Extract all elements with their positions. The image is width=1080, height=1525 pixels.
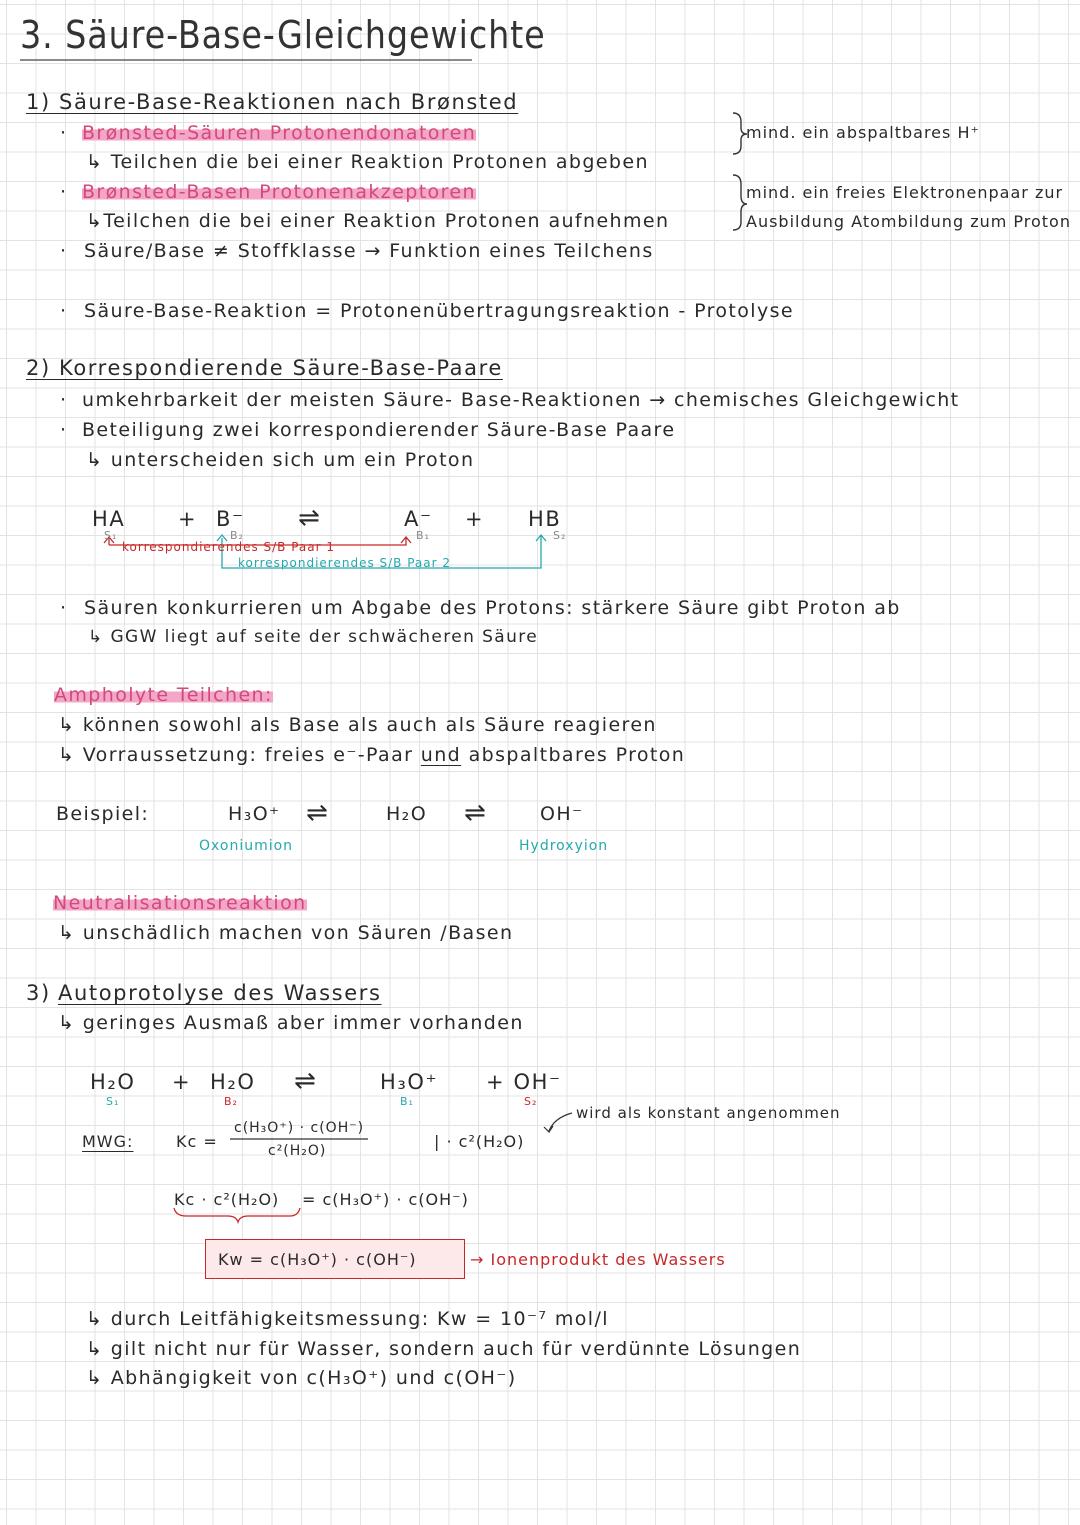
eq-hb: HB [528, 507, 562, 531]
example-h3o: H₃O⁺ [228, 803, 281, 825]
kw-formula: Kw = c(H₃O⁺) · c(OH⁻) [218, 1250, 417, 1269]
neutral-heading-text: Neutralisationsreaktion [53, 892, 307, 914]
label-s2: S₂ [553, 529, 567, 542]
eq-a: A⁻ [404, 507, 433, 531]
base-note-1: mind. ein freies Elektronenpaar zur [746, 183, 1064, 202]
eq-plus: + [465, 507, 485, 531]
auto-plus: + [172, 1070, 192, 1094]
auto-h2o-2: H₂O [210, 1070, 256, 1094]
section3-sub: ↳ geringes Ausmaß aber immer vorhanden [58, 1012, 524, 1034]
kw-line-1: ↳ durch Leitfähigkeitsmessung: Kw = 10⁻⁷ mol/l [86, 1308, 609, 1330]
bullet: · [60, 597, 68, 619]
auto-oh: + OH⁻ [486, 1070, 562, 1094]
ampholyte-line-2 [58, 746, 685, 765]
pairs-line: Beteiligung zwei korrespondierender Säure-Base Paare [82, 419, 676, 441]
reversibility-line: umkehrbarkeit der meisten Säure- Base-Reaktionen → chemisches Gleichgewicht [82, 389, 960, 411]
brace-acid [733, 113, 747, 154]
compete-line: Säuren konkurrieren um Abgabe des Protons: stärkere Säure gibt Proton ab [84, 597, 901, 619]
section2-heading: 2) Korrespondierende Säure-Base-Paare [26, 356, 503, 380]
base-note-2: Ausbildung Atombildung zum Proton [746, 212, 1071, 231]
example-label: Beispiel: [56, 803, 150, 825]
equilibrium-arrow: ⇌ [464, 798, 488, 828]
neutral-sub: ↳ unschädlich machen von Säuren /Basen [58, 922, 514, 944]
kc-line-left: Kc · c²(H₂O) [174, 1190, 280, 1209]
hydroxy-label: Hydroxyion [519, 838, 609, 854]
const-note: wird als konstant angenommen [576, 1104, 841, 1122]
label-b1: B₁ [400, 1095, 414, 1108]
section1-heading: 1) Säure-Base-Reaktionen nach Brønsted [26, 90, 519, 114]
acid-definition [82, 124, 476, 143]
label-b1: B₁ [416, 529, 430, 542]
bullet: · [60, 240, 68, 262]
bullet: · [60, 181, 68, 203]
auto-h3o: H₃O⁺ [380, 1070, 439, 1094]
bullet: · [60, 122, 68, 144]
bullet: · [60, 389, 68, 411]
section3-number: 3) [26, 981, 51, 1005]
ampholyte-line-1: ↳ können sowohl als Base als auch als Säure reagieren [58, 714, 657, 736]
label-s1: S₁ [106, 1095, 120, 1108]
acid-note: mind. ein abspaltbares H⁺ [746, 123, 980, 142]
equilibrium-arrow: ⇌ [306, 798, 330, 828]
pair2-label: korrespondierendes S/B Paar 2 [238, 556, 452, 570]
ampholyte-line-2a: ↳ Vorraussetzung: freies e⁻-Paar [58, 744, 414, 766]
bullet: · [60, 300, 68, 322]
eq-ha: HA [92, 507, 126, 531]
protolyse-line: Säure-Base-Reaktion = Protonenübertragungsreaktion - Protolyse [84, 300, 794, 322]
acid-definition-text: Brønsted-Säuren Protonendonatoren [82, 122, 477, 144]
brace-base [733, 175, 747, 230]
multiply-note: | · c²(H₂O) [434, 1132, 525, 1151]
red-brace [174, 1208, 300, 1222]
example-oh: OH⁻ [540, 803, 584, 825]
base-sub: ↳Teilchen die bei einer Reaktion Protonen aufnehmen [86, 210, 670, 232]
neutral-heading [53, 894, 307, 913]
ampholyte-line-2b: und [420, 744, 462, 766]
section3-heading: Autoprotolyse des Wassers [58, 981, 382, 1005]
kc-label: Kc = [176, 1132, 218, 1151]
pairs-sub: ↳ unterscheiden sich um ein Proton [86, 449, 475, 471]
oxonium-label: Oxoniumion [199, 838, 294, 854]
page-title: 3. Säure-Base-Gleichgewichte [20, 13, 546, 57]
example-h2o: H₂O [386, 803, 428, 825]
equilibrium-arrow: ⇌ [294, 1066, 318, 1096]
ampholyte-heading-text: Ampholyte Teilchen: [54, 684, 273, 706]
label-s2: S₂ [524, 1095, 538, 1108]
base-definition-text: Brønsted-Basen Protonenakzeptoren [82, 181, 476, 203]
compete-sub: ↳ GGW liegt auf seite der schwächeren Säure [88, 627, 539, 647]
base-definition [82, 183, 476, 202]
eq-b: B⁻ [216, 507, 245, 531]
eq-plus: + [178, 507, 198, 531]
label-s1: S₁ [104, 529, 118, 542]
kc-denominator: c²(H₂O) [268, 1143, 327, 1159]
equilibrium-arrow: ⇌ [298, 503, 322, 533]
pair1-label: korrespondierendes S/B Paar 1 [122, 540, 336, 554]
ampholyte-line-2c: abspaltbares Proton [468, 744, 686, 766]
bullet: · [60, 419, 68, 441]
auto-h2o-1: H₂O [90, 1070, 136, 1094]
mwg-label: MWG: [82, 1132, 134, 1151]
kc-numerator: c(H₃O⁺) · c(OH⁻) [234, 1120, 365, 1136]
kc-line-right: = c(H₃O⁺) · c(OH⁻) [302, 1190, 469, 1209]
kw-line-3: ↳ Abhängigkeit von c(H₃O⁺) und c(OH⁻) [86, 1367, 517, 1389]
kw-note: → Ionenprodukt des Wassers [470, 1250, 726, 1269]
function-line: Säure/Base ≠ Stoffklasse → Funktion eines Teilchens [84, 240, 654, 262]
acid-sub: ↳ Teilchen die bei einer Reaktion Protonen abgeben [86, 151, 649, 173]
ampholyte-heading [54, 686, 273, 705]
label-b2: B₂ [230, 529, 244, 542]
kw-line-2: ↳ gilt nicht nur für Wasser, sondern auch für verdünnte Lösungen [86, 1338, 802, 1360]
label-b2: B₂ [224, 1095, 238, 1108]
const-note-arrow [544, 1113, 572, 1132]
